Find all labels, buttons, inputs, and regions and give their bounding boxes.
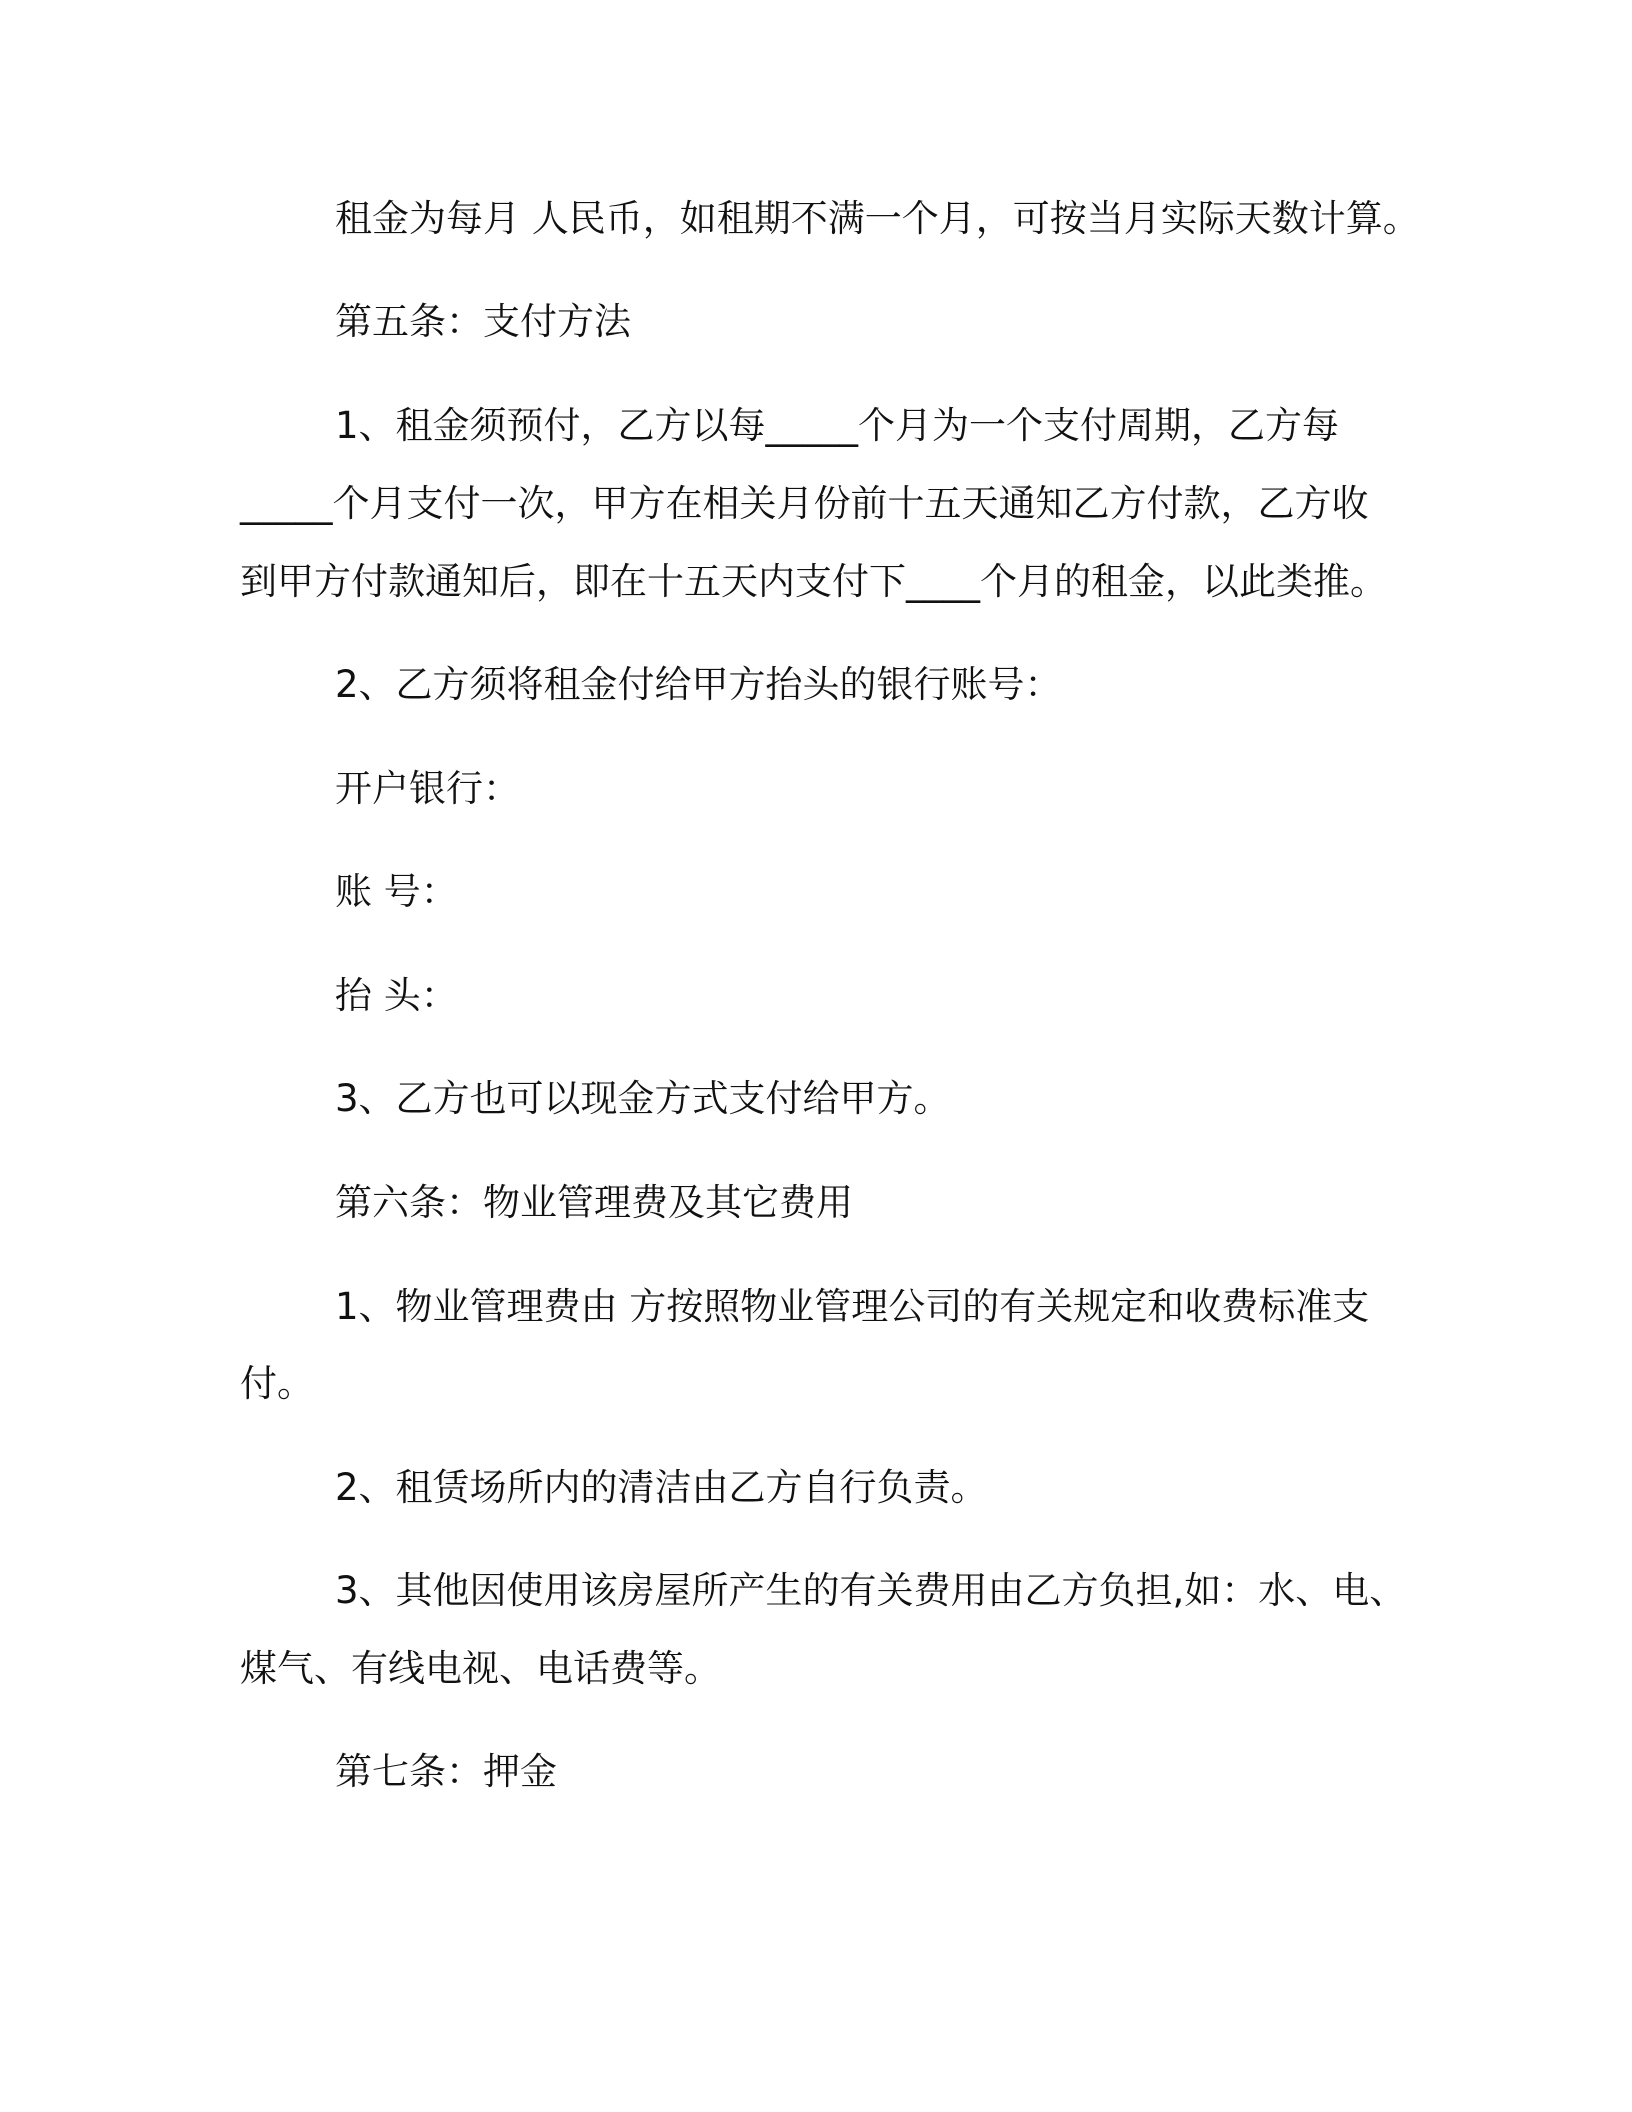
fees-clause-2: 2、租赁场所内的清洁由乙方自行负责。: [335, 1466, 988, 1509]
article-6-heading: 第六条：物业管理费及其它费用: [335, 1181, 853, 1224]
fees-clause-1-line-1: 1、物业管理费由 方按照物业管理公司的有关规定和收费标准支: [335, 1285, 1370, 1328]
fees-clause-1-line-2: 付。: [240, 1362, 314, 1405]
article-5-heading: 第五条：支付方法: [335, 300, 631, 343]
article-7-heading: 第七条：押金: [335, 1750, 557, 1793]
fees-clause-3-line-2: 煤气、有线电视、电话费等。: [240, 1647, 721, 1690]
bank-name-label: 开户银行：: [335, 767, 520, 810]
account-number-label: 账 号：: [335, 870, 458, 913]
payment-clause-1-line-3: 到甲方付款通知后，即在十五天内支付下____个月的租金，以此类推。: [240, 560, 1387, 603]
rent-amount-text: 租金为每月 人民币，如租期不满一个月，可按当月实际天数计算。: [335, 197, 1420, 240]
payment-clause-3: 3、乙方也可以现金方式支付给甲方。: [335, 1077, 951, 1120]
payment-clause-1-line-2: _____个月支付一次，甲方在相关月份前十五天通知乙方付款，乙方收: [240, 482, 1369, 525]
payment-clause-2: 2、乙方须将租金付给甲方抬头的银行账号：: [335, 663, 1062, 706]
payment-clause-1-line-1: 1、租金须预付，乙方以每_____个月为一个支付周期，乙方每: [335, 404, 1340, 447]
fees-clause-3-line-1: 3、其他因使用该房屋所产生的有关费用由乙方负担,如：水、电、: [335, 1569, 1407, 1612]
payee-label: 抬 头：: [335, 974, 458, 1017]
